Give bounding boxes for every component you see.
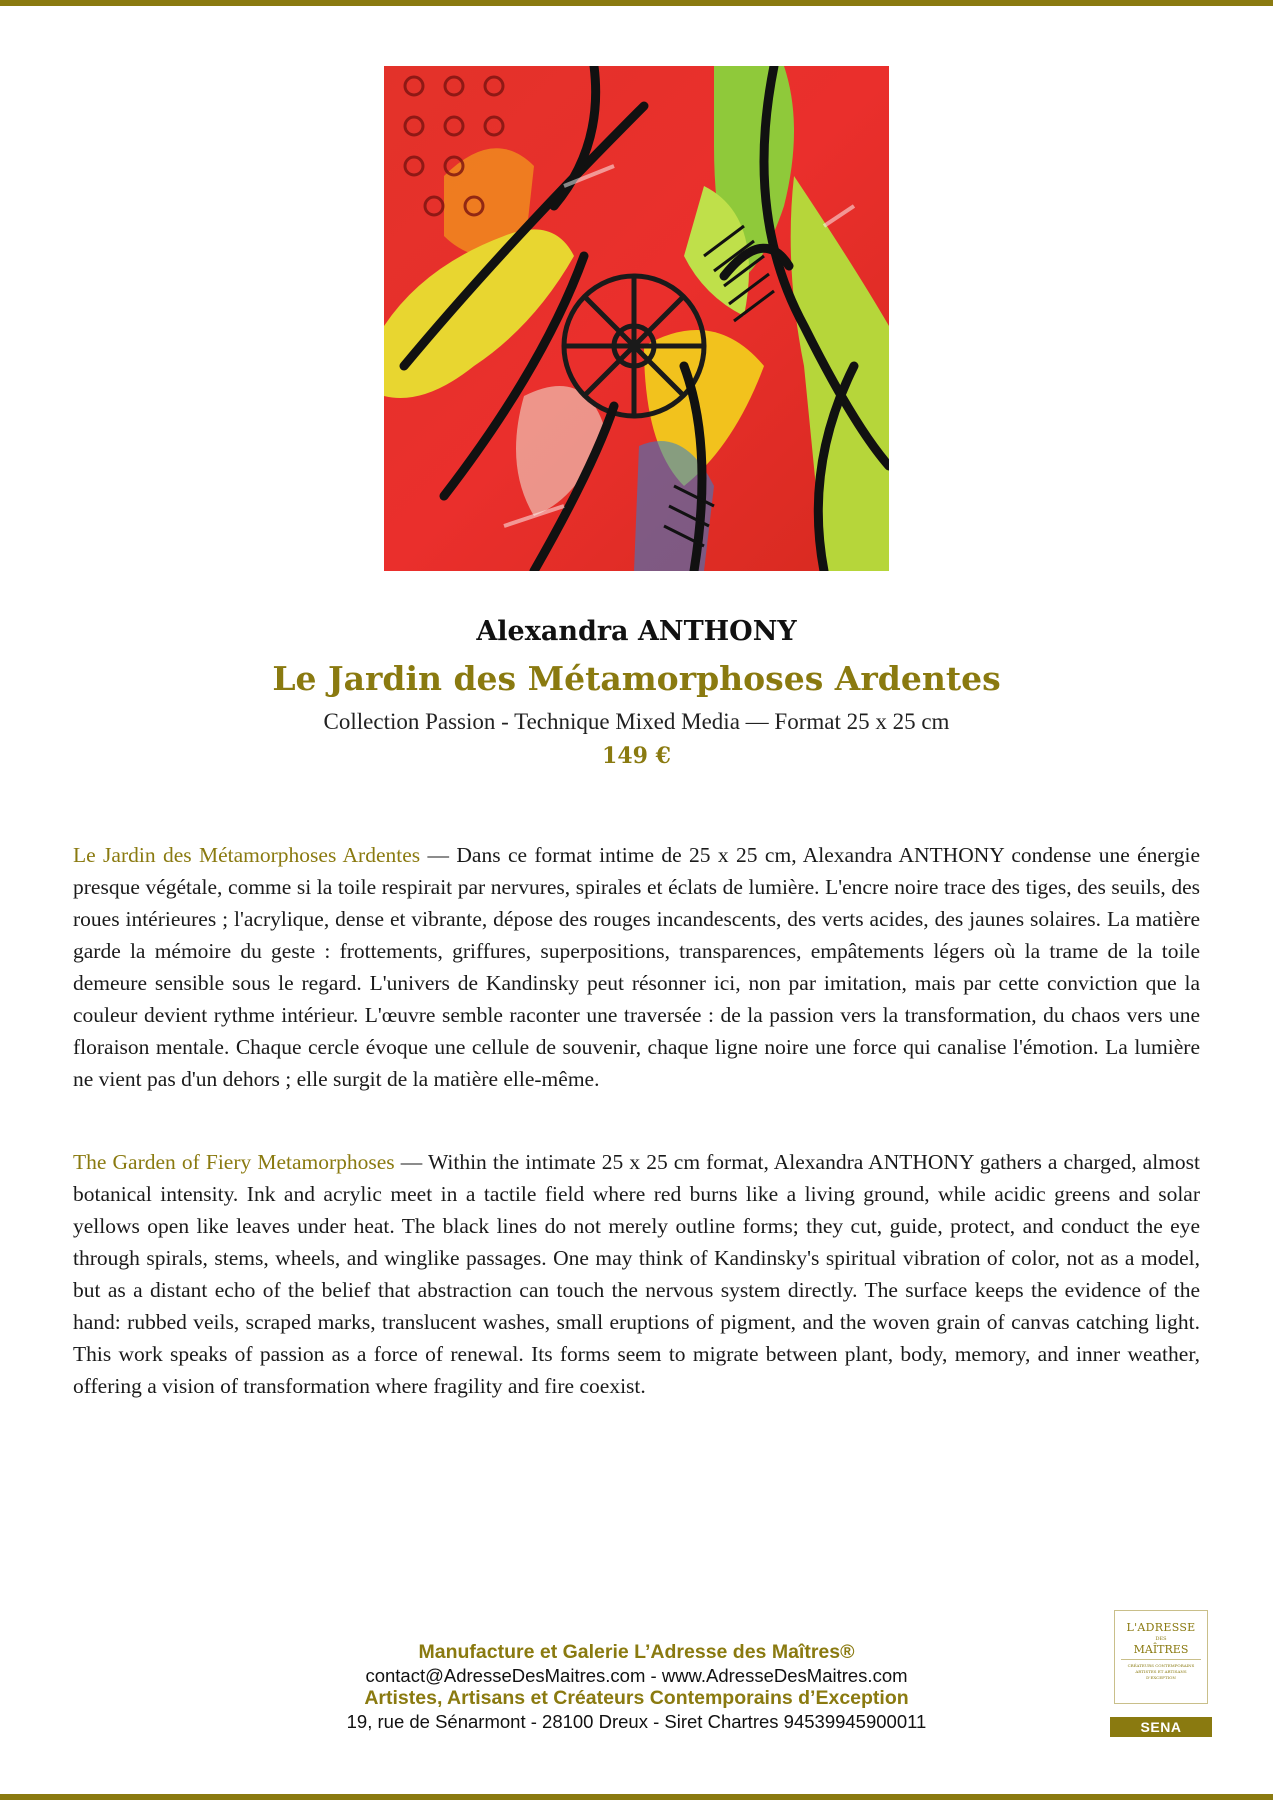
sena-badge: SENA <box>1110 1717 1212 1737</box>
footer-gallery-name: Manufacture et Galerie L’Adresse des Maîtres® <box>418 1641 855 1663</box>
gallery-logo <box>1114 1610 1208 1704</box>
description-french-lead: Le Jardin des Métamorphoses Ardentes <box>73 843 421 867</box>
logo-line-4: CRÉATEURS CONTEMPORAINS ARTISTES ET ARTISANS D'EXCEPTION <box>1121 1659 1201 1681</box>
description-french <box>73 839 1200 1095</box>
artwork-meta: Collection Passion - Technique Mixed Media — Format 25 x 25 cm <box>323 709 950 734</box>
top-border <box>0 0 1273 6</box>
logo-line-2: DES <box>1155 1636 1167 1642</box>
footer-contact: contact@AdresseDesMaitres.com - www.AdresseDesMaitres.com <box>365 1665 908 1686</box>
artwork-header <box>0 608 1273 770</box>
description-english <box>73 1146 1200 1402</box>
description-english-lead: The Garden of Fiery Metamorphoses <box>73 1150 395 1174</box>
logo-line-1: L'ADRESSE <box>1126 1621 1196 1634</box>
description-french-body: — Dans ce format intime de 25 x 25 cm, Alexandra ANTHONY condense une énergie presque végétale, comme si la toile respirait par nervures, spirales et éclats de lumière. L'encre noire trace des tiges, des seuils, des roues intérieures ; l'acrylique, dense et vibrante, dépose des rouges incandescents, des verts acides, des jaunes solaires. La matière garde la mémoire du geste : frottements, griffures, superpositions, transparences, empâtements légers où la trame de la toile demeure sensible sous le regard. L'univers de Kandinsky peut résonner ici, non par imitation, mais par cette conviction que la couleur devient rythme intérieur. L'œuvre semble raconter une traversée : de la passion vers la transformation, du chaos vers une floraison mentale. Chaque cercle évoque une cellule de souvenir, chaque ligne noire une force qui canalise l'émotion. La lumière ne vient pas d'un dehors ; elle surgit de la matière elle-même. <box>73 843 1201 1091</box>
description-english-body: — Within the intimate 25 x 25 cm format, Alexandra ANTHONY gathers a charged, almost botanical intensity. Ink and acrylic meet in a tactile field where red burns like a living ground, while acidic greens and solar yellows open like leaves under heat. The black lines do not merely outline forms; they cut, guide, protect, and conduct the eye through spirals, stems, wheels, and winglike passages. One may think of Kandinsky's spiritual vibration of color, not as a model, but as a distant echo of the belief that abstraction can touch the nervous system directly. The surface keeps the evidence of the hand: rubbed veils, scraped marks, translucent washes, small eruptions of pigment, and the woven grain of canvas catching light. This work speaks of passion as a force of renewal. Its forms seem to migrate between plant, body, memory, and inner weather, offering a vision of transformation where fragility and fire coexist. <box>73 1150 1200 1398</box>
footer <box>200 1641 1073 1733</box>
bottom-border <box>0 1794 1273 1800</box>
footer-address: 19, rue de Sénarmont - 28100 Dreux - Siret Chartres 94539945900011 <box>346 1711 927 1732</box>
abstract-painting-image <box>384 66 889 571</box>
artist-name: Alexandra ANTHONY <box>476 616 797 647</box>
artwork-title: Le Jardin des Métamorphoses Ardentes <box>272 659 1001 698</box>
logo-line-3: MAÎTRES <box>1133 1643 1189 1656</box>
footer-tagline: Artistes, Artisans et Créateurs Contemporains d’Exception <box>364 1687 909 1709</box>
artwork-price: 149 € <box>602 743 671 769</box>
